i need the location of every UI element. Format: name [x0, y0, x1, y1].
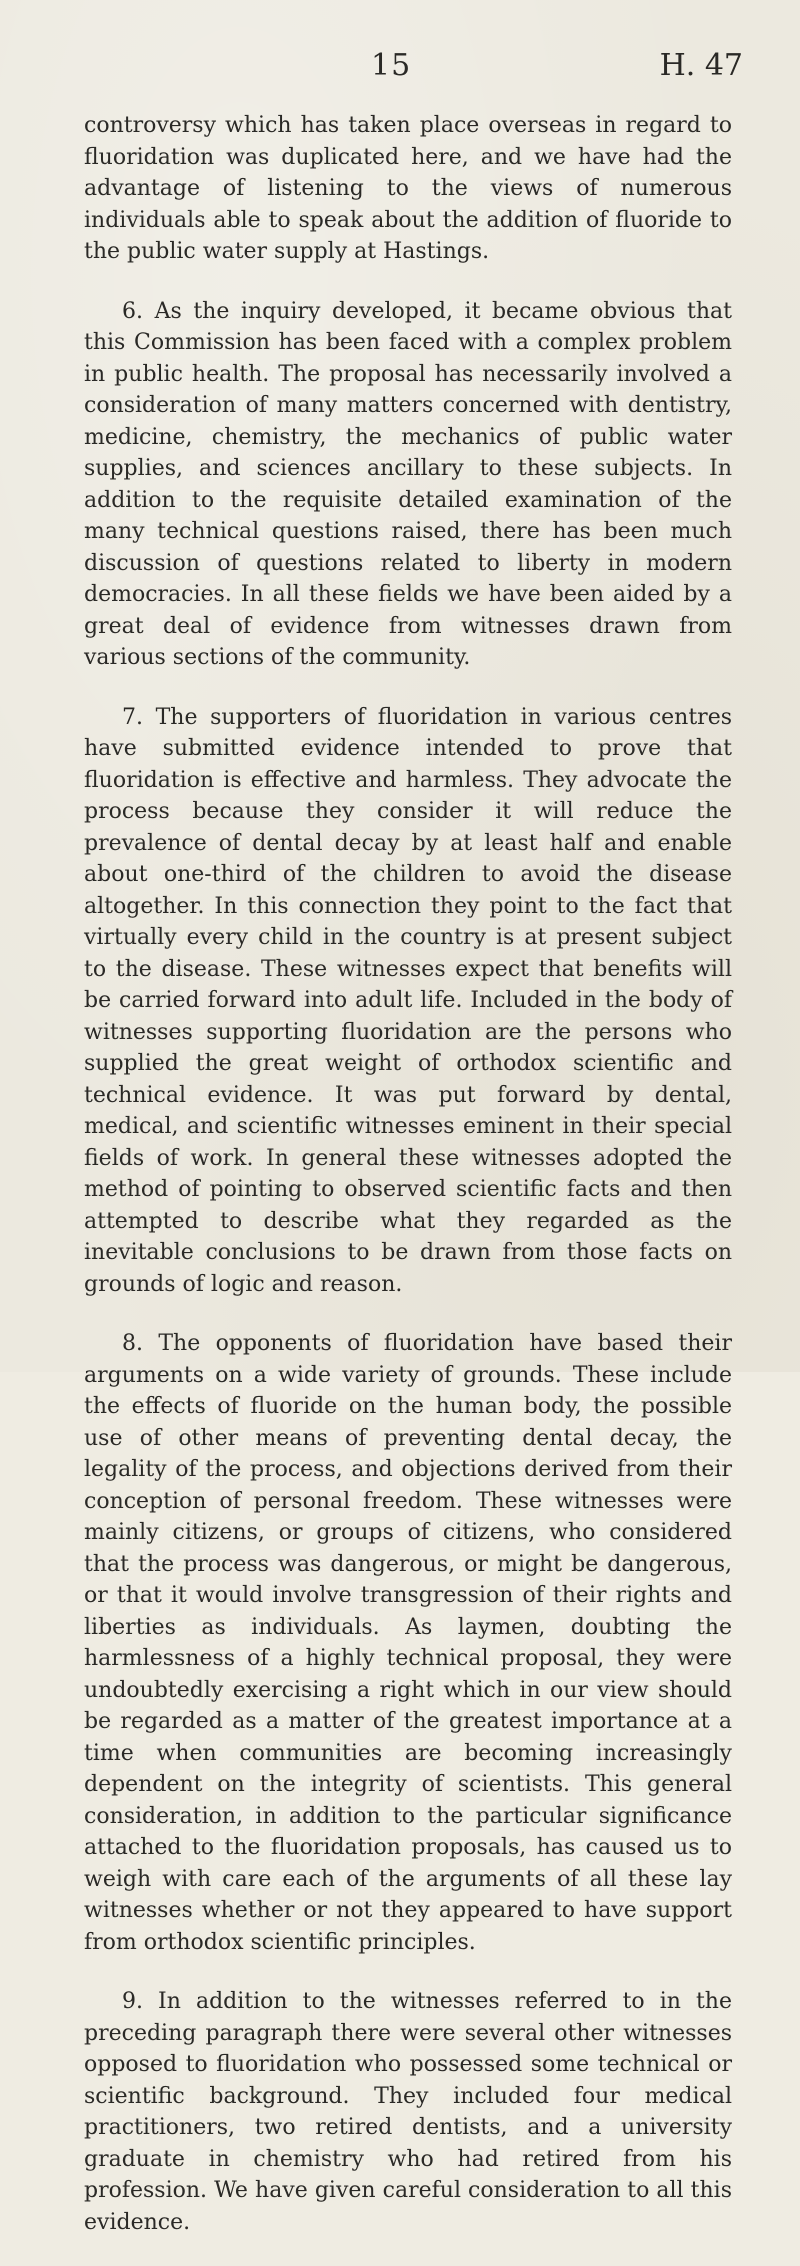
paragraph-9 [84, 1986, 732, 2238]
paragraph-7 [84, 702, 732, 1301]
paragraph-text: controversy which has taken place overseas in regard to fluoridation was duplicated here, and we have had the advantage of listening to the views of numerous individuals able to speak about the addition of fluoride to the public water supply at Hastings. [84, 113, 732, 264]
paragraph-continuation [84, 110, 732, 268]
page-header [0, 48, 800, 88]
paragraph-number: 6. [122, 298, 155, 324]
paragraph-text: As the inquiry developed, it became obvious that this Commission has been faced with a complex problem in public health. The proposal has necessarily involved a consideration of many matters concerned with dentistry, medicine, chemistry, the mechanics of public water supplies, and sciences ancillary to these subjects. In addition to the requisite detailed examination of the many technical questions raised, there has been much discussion of questions related to liberty in modern democracies. In all these fields we have been aided by a great deal of evidence from witnesses drawn from various sections of the community. [84, 298, 733, 670]
paragraph-text: The opponents of fluoridation have based their arguments on a wide variety of grounds. These include the effects of fluoride on the human body, the possible use of other means of preventing dental decay, the legality of the process, and objections derived from their conception of personal freedom. These witnesses were mainly citizens, or groups of citizens, who considered that the process was dangerous, or might be dangerous, or that it would involve transgression of their rights and liberties as individuals. As laymen, doubting the harmlessness of a highly technical proposal, they were undoubtedly exercising a right which in our view should be regarded as a matter of the greatest importance at a time when communities are becoming increasingly dependent on the integrity of scientists. This general consideration, in addition to the particular significance attached to the fluoridation proposals, has caused us to weigh with care each of the arguments of all these lay witnesses whether or not they appeared to have support from orthodox scientific principles. [84, 1331, 732, 1955]
page-number: 15 [371, 48, 412, 83]
paragraph-8 [84, 1328, 732, 1958]
paragraph-number: 9. [122, 1989, 159, 2014]
document-id: H. 47 [659, 48, 743, 83]
paragraph-text: The supporters of fluoridation in various centres have submitted evidence intended to prove that fluoridation is effective and harmless. They advocate the process because they consider it will reduce the prevalence of dental decay by at least half and enable about one-third of the children to avoid the disease altogether. In this connection they point to the fact that virtually every child in the country is at present subject to the disease. These witnesses expect that benefits will be carried forward into adult life. Included in the body of witnesses supporting fluoridation are the persons who supplied the great weight of orthodox scientific and technical evidence. It was put forward by dental, medical, and scientific witnesses eminent in their special fields of work. In general these witnesses adopted the method of pointing to observed scientific facts and then attempted to describe what they regarded as the inevitable conclusions to be drawn from those facts on grounds of logic and reason. [84, 704, 733, 1297]
body-text [84, 110, 732, 2266]
paragraph-text: In addition to the witnesses referred to in the preceding paragraph there were several other witnesses opposed to fluoridation who possessed some technical or scientific background. They included four medical practitioners, two retired dentists, and a university graduate in chemistry who had retired from his profession. We have given careful consideration to all this evidence. [84, 1989, 732, 2235]
paragraph-number: 7. [122, 704, 156, 730]
paragraph-number: 8. [122, 1331, 159, 1356]
paragraph-6 [84, 296, 732, 674]
